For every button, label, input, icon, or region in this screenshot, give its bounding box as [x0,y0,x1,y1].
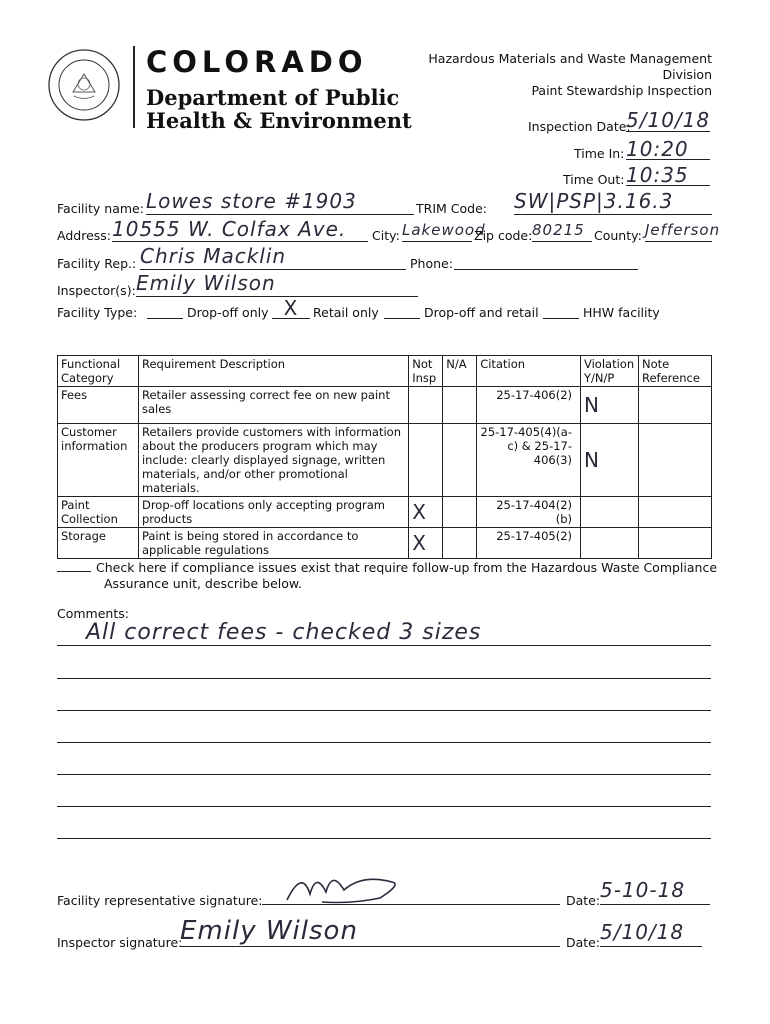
department-line-2: Health & Environment [146,108,412,133]
inspector-signature-field[interactable]: Emily Wilson [180,916,560,947]
time-out-label: Time Out: [563,172,625,187]
facility-type-label: Facility Type: [57,305,138,320]
inspection-date-field[interactable]: 5/10/18 [626,108,711,132]
county-field[interactable]: Jefferson [645,221,712,242]
row-not-insp-cell[interactable] [409,387,443,424]
phone-label: Phone: [410,256,453,271]
header-citation: Citation [477,356,581,387]
row-description: Retailer assessing correct fee on new paint sales [138,387,408,424]
header-violation: Violation Y/N/P [581,356,639,387]
department-line-1: Department of Public [146,85,400,110]
header-note-reference: Note Reference [638,356,711,387]
facility-signature-field[interactable] [262,870,560,905]
inspector-date-label: Date: [566,935,601,950]
time-in-field[interactable]: 10:20 [626,137,710,160]
row-description: Paint is being stored in accordance to applicable regulations [138,528,408,559]
state-name: COLORADO [146,45,368,79]
header-functional-category: Functional Category [58,356,139,387]
row-note-cell[interactable] [638,528,711,559]
department-name [146,86,412,132]
comment-line [57,645,711,646]
table-row [58,528,712,559]
comments-field[interactable]: All correct fees - checked 3 sizes [86,620,482,645]
facility-name-field[interactable]: Lowes store #1903 [146,189,414,215]
row-citation: 25-17-405(2) [477,528,581,559]
facility-date-field[interactable]: 5-10-18 [600,878,710,905]
row-violation-cell[interactable]: N [581,424,639,497]
followup-checkbox[interactable] [57,570,91,572]
followup-text-line-1: Check here if compliance issues exist that require follow-up from the Hazardous Waste Compliance [96,560,718,575]
row-na-cell[interactable] [443,387,477,424]
row-violation-cell[interactable] [581,528,639,559]
inspector-label: Inspector(s): [57,283,136,298]
row-citation: 25-17-405(4)(a-c) & 25-17-406(3) [477,424,581,497]
row-violation-cell[interactable]: N [581,387,639,424]
hhw-facility-checkbox[interactable] [543,303,579,319]
division-name: Hazardous Materials and Waste Management Division [428,51,712,82]
row-category: Fees [58,387,139,424]
inspector-field[interactable]: Emily Wilson [136,271,418,297]
trim-code-label: TRIM Code: [416,201,487,216]
requirements-table [57,355,712,559]
comment-line [57,774,711,775]
table-header-row [58,356,712,387]
phone-field[interactable] [454,250,638,270]
comment-line [57,742,711,743]
row-not-insp-cell[interactable]: X [409,528,443,559]
inspector-date-field[interactable]: 5/10/18 [600,920,702,947]
drop-off-only-checkbox[interactable] [147,303,183,319]
inspection-date-label: Inspection Date: [528,119,631,134]
inspector-signature-label: Inspector signature: [57,935,183,950]
trim-code-field[interactable]: SW|PSP|3.16.3 [514,189,712,215]
hhw-facility-label: HHW facility [583,305,660,320]
address-label: Address: [57,228,111,243]
facility-date-label: Date: [566,893,601,908]
comment-line [57,678,711,679]
row-category: Customer information [58,424,139,497]
facility-name-label: Facility name: [57,201,144,216]
county-label: County: [594,228,642,243]
followup-text-line-2: Assurance unit, describe below. [104,576,302,591]
row-na-cell[interactable] [443,528,477,559]
time-in-label: Time In: [574,146,625,161]
header-requirement-description: Requirement Description [138,356,408,387]
facility-rep-label: Facility Rep.: [57,256,137,271]
zip-code-label: Zip code: [474,228,533,243]
zip-code-field[interactable]: 80215 [532,221,592,242]
row-note-cell[interactable] [638,424,711,497]
facility-signature-label: Facility representative signature: [57,893,263,908]
row-category: Paint Collection [58,497,139,528]
row-note-cell[interactable] [638,497,711,528]
time-out-field[interactable]: 10:35 [626,163,710,186]
header-divider [133,46,135,128]
colorado-state-seal [47,48,121,122]
row-na-cell[interactable] [443,497,477,528]
city-label: City: [372,228,400,243]
table-row [58,497,712,528]
drop-off-and-retail-checkbox[interactable] [384,303,420,319]
row-violation-cell[interactable] [581,497,639,528]
facility-rep-field[interactable]: Chris Macklin [140,244,406,270]
address-field[interactable]: 10555 W. Colfax Ave. [112,217,368,242]
comment-line [57,838,711,839]
retail-only-checkbox[interactable]: X [272,296,310,319]
division-block [382,51,712,99]
drop-off-and-retail-label: Drop-off and retail [424,305,539,320]
row-citation: 25-17-404(2)(b) [477,497,581,528]
table-row [58,387,712,424]
facility-signature-scribble [282,864,422,904]
comments-label: Comments: [57,606,129,621]
header-not-insp: Not Insp [409,356,443,387]
row-not-insp-cell[interactable]: X [409,497,443,528]
table-row [58,424,712,497]
city-field[interactable]: Lakewood [402,221,472,242]
drop-off-only-label: Drop-off only [187,305,269,320]
row-note-cell[interactable] [638,387,711,424]
row-na-cell[interactable] [443,424,477,497]
comment-line [57,710,711,711]
row-category: Storage [58,528,139,559]
retail-only-label: Retail only [313,305,379,320]
inspection-type: Paint Stewardship Inspection [531,83,712,98]
row-not-insp-cell[interactable] [409,424,443,497]
header-na: N/A [443,356,477,387]
row-description: Retailers provide customers with information about the producers program which may include: clearly displayed signage, written materials, and/or other promotional materials. [138,424,408,497]
row-citation: 25-17-406(2) [477,387,581,424]
comment-line [57,806,711,807]
row-description: Drop-off locations only accepting program products [138,497,408,528]
